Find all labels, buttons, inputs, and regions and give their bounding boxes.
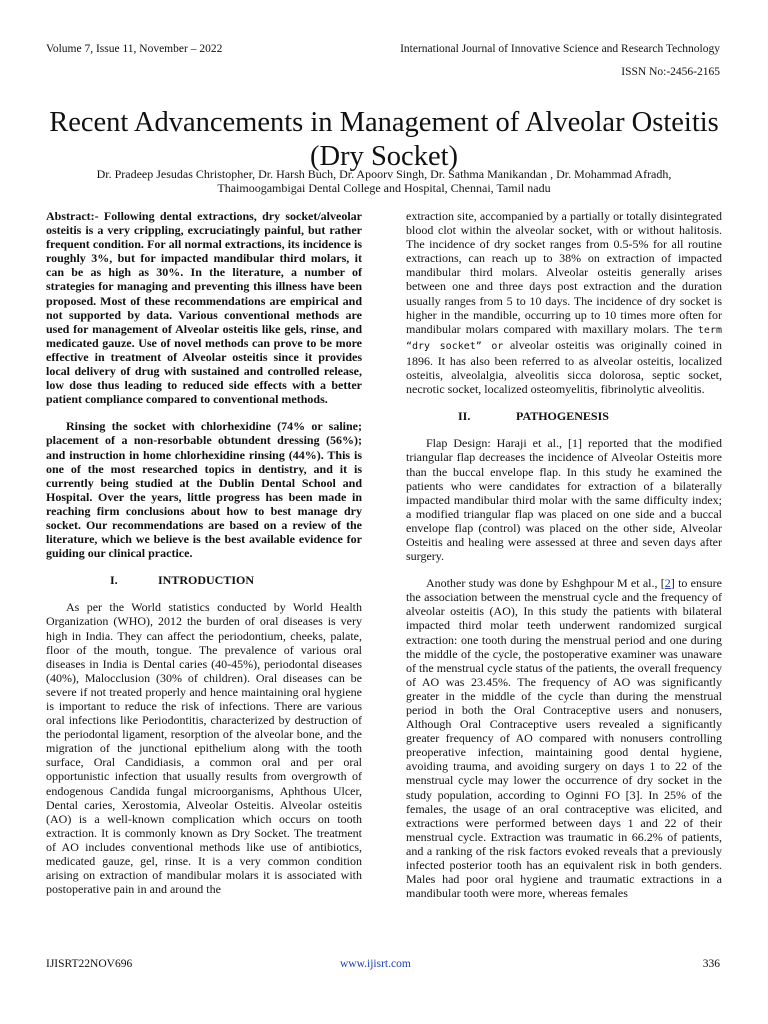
introduction-paragraph: As per the World statistics conducted by World Health Organization (WHO), 2012 the burden of oral diseases is very high in India. They can affect the periodontium, cheeks, palate, floor of the mouth, tongue. The prevalence of various oral diseases in India is Dental caries (40-45%), periodontal diseases (40%), Malocclusion (30% of children). Oral diseases can be severe if not treated properly and hence maintaining oral hygiene is important to reduce the risk of infections. There are various oral infections like Periodontitis, characterized by destruction of the periodontal ligament, resorption of the alveolar bone, and the migration of the junctional epithelium along with the tooth surface, Oral Candidiasis, a common oral and per oral opportunistic infection that usually results from overgrowth of endogenous Candida fungal microorganisms, Aphthous Ulcer, Dental caries, Xerostomia, Alveolar Osteitis. Alveolar osteitis (AO) is a well-known complication which occurs on tooth extraction. It is commonly known as Dry Socket. The treatment of AO includes conventional methods like use of antibiotics, medicated gauze, gel, rinse. It is a very common condition arising on extraction of mandibular molars it is associated with postoperative pain in and around the — [46, 600, 362, 897]
paper-id: IJISRT22NOV696 — [46, 958, 133, 970]
journal-website-link[interactable]: www.ijisrt.com — [340, 958, 411, 970]
journal-issn: ISSN No:-2456-2165 — [621, 66, 720, 78]
section-number: II. — [458, 409, 471, 424]
intro-text-a: extraction site, accompanied by a partially or totally disintegrated blood clot within the alveolar socket, with or without halitosis. The incidence of dry socket ranges from 0.5-5% for all routine extractions, can reach up to 38% on extraction of impacted mandibular third molars. Alveolar osteitis generally arises between one and three days post extraction and the duration usually ranges from 5 to 10 days. The incidence of dry socket is higher in the mandible, occurring up to 10 times more often for mandibular molars compared with maxillary molars. The — [406, 209, 722, 336]
pathogenesis-paragraph-1: Flap Design: Haraji et al., [1] reported that the modified triangular flap decreases the incidence of Alveolar Osteitis more than the buccal envelope flap. In this study he examined the patients who were candidates for extraction of a bilaterally impacted mandibular third molar with the same difficulty index; a modified triangular flap was placed on one side and a buccal envelope flap (control) was placed on the other side, Alveolar Osteitis and healing were assessed at three and seven days after surgery. — [406, 436, 722, 564]
journal-name: International Journal of Innovative Science and Research Technology — [400, 43, 720, 55]
introduction-continued — [406, 209, 722, 396]
section-heading-pathogenesis — [406, 409, 722, 423]
right-column — [406, 209, 722, 913]
journal-volume: Volume 7, Issue 11, November – 2022 — [46, 43, 223, 55]
page-number: 336 — [702, 958, 720, 970]
section-title: INTRODUCTION — [158, 573, 255, 588]
term-phrase: term “dry socket” or — [406, 324, 722, 352]
pathogenesis-paragraph-2 — [406, 576, 722, 900]
authors-block — [40, 167, 728, 195]
section-number: I. — [110, 573, 118, 588]
reference-link[interactable]: 2 — [664, 576, 671, 591]
abstract-paragraph: Abstract:- Following dental extractions, dry socket/alveolar osteitis is a very crippling, excruciatingly painful, but rather frequent condition. For all normal extractions, its incidence is roughly 3%, but for impacted mandibular third molars, it can be as high as 30%. In the literature, a number of strategies for managing and preventing this illness have been proposed. Most of these recommendations are empirical and not supported by data. Various conventional methods are used for management of Alveolar osteitis like gels, rinse, and medicated gauze. Use of novel methods can prove to be more effective in treatment of Alveolar osteitis since it provides local delivery of drug with sustained and controlled release, low dose thus leading to reduced side effects with a better patient compliance compared to conventional methods. — [46, 209, 362, 407]
abstract-paragraph-2: Rinsing the socket with chlorhexidine (74% or saline; placement of a non-resorbable obtundent dressing (56%); and instruction in home chlorhexidine rinsing (44%). This is one of the most researched topics in dentistry, and it is currently being studied at the Dublin Dental School and Hospital. Over the years, little progress has been made in reaching firm conclusions about how to best manage dry socket. Our recommendations are based on a review of the literature, which we believe is the best available evidence for guiding our clinical practice. — [46, 419, 362, 561]
section-title: PATHOGENESIS — [516, 409, 609, 424]
para2-text-a: Another study was done by Eshghpour M et al., [ — [426, 576, 665, 591]
author-affiliation: Thaimoogambigai Dental College and Hospital, Chennai, Tamil nadu — [217, 181, 551, 195]
left-column — [46, 209, 362, 909]
paper-title: Recent Advancements in Management of Alveolar Osteitis (Dry Socket) — [49, 107, 719, 173]
section-heading-introduction — [46, 573, 362, 587]
intro-text-b: alveolar osteitis was originally coined in 1896. It has also been referred to as alveolar osteitis, localized osteitis, alveolalgia, alveolitis sicca dolorosa, septic socket, necrotic socket, localized osteomyelitis, fibrinolytic alveolitis. — [406, 337, 722, 397]
para2-text-b: ] to ensure the association between the menstrual cycle and the frequency of alveolar osteitis (AO), In this study the patients with bilateral impacted third molar teeth underwent randomized surgical extraction: one tooth during the menstrual period and one during the middle of the cycle, the postoperative examiner was unaware of the menstrual cycle status of the patients, the overall frequency of AO was 23.45%. The frequency of AO was significantly greater in the middle of the cycle than during the menstrual period in both the Oral Contraceptive users and nonusers, Although Oral Contraceptive users revealed a significantly greater frequency of AO compared with nonusers controlling preoperative infection, maintaining good dental hygiene, avoiding trauma, and avoiding surgery on days 1 to 22 of the menstrual cycle may lower the occurrence of dry socket in the study population, according to Oginni FO [3]. In 25% of the females, the usage of an oral contraceptive was elicited, and extractions were performed between days 1 and 22 of their menstrual cycle. Extraction was traumatic in 66.2% of patients, and a ranking of the risk factors evoked reveals that a previously infected posterior tooth has an equivalent risk in both genders. Males had poor oral hygiene and traumatic extractions in a mandibular tooth were more, whereas females — [406, 576, 722, 901]
author-names: Dr. Pradeep Jesudas Christopher, Dr. Harsh Buch, Dr. Apoorv Singh, Dr. Sathma Manikandan , Dr. Mohammad Afradh, — [96, 167, 672, 181]
